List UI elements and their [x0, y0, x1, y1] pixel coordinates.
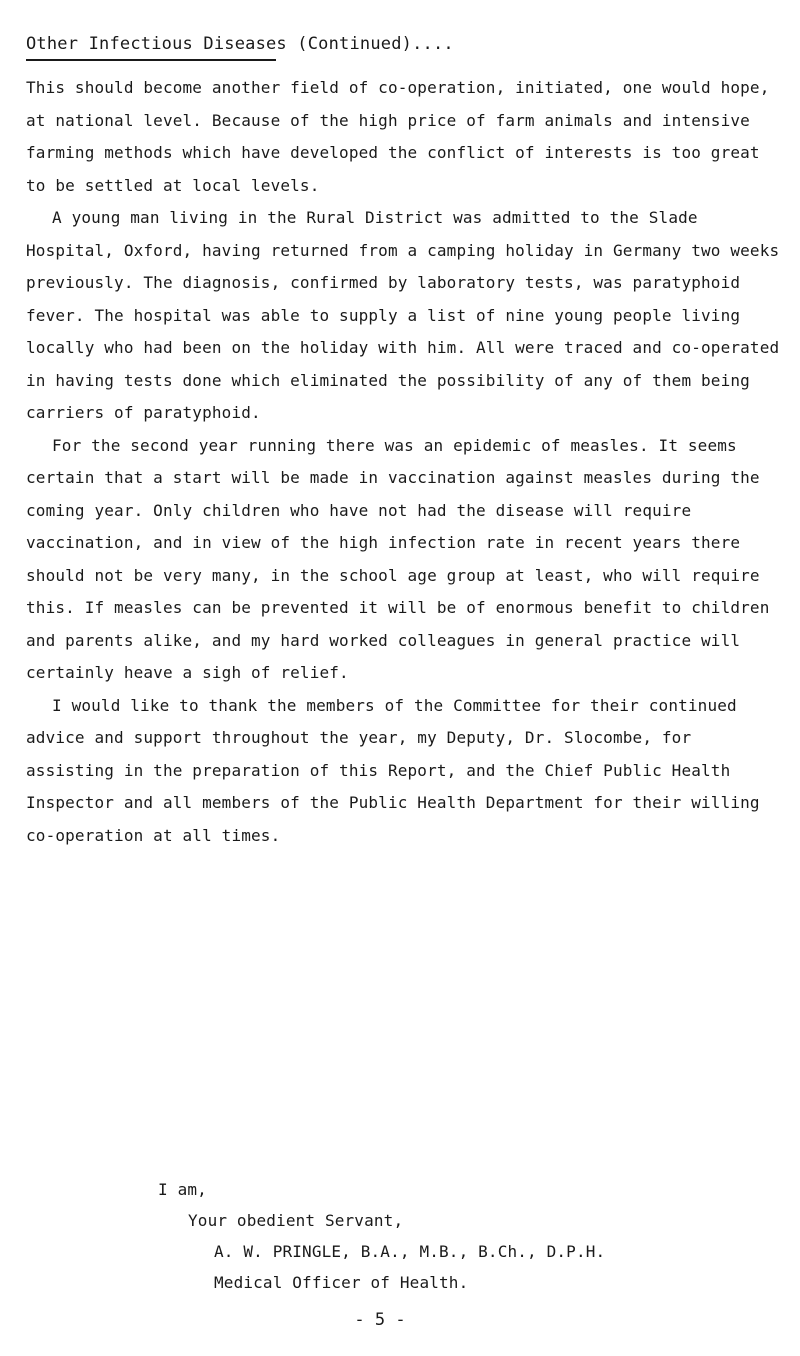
paragraph-cooperation: This should become another field of co-operation, initiated, one would hope, at national level. Because of the high price of farm animals and intensive farming methods which have developed the conflict of interests is too great to be settled at local levels. [26, 78, 770, 195]
paragraph-paratyphoid: A young man living in the Rural District was admitted to the Slade Hospital, Oxford, having returned from a camping holiday in Germany two weeks previously. The diagnosis, confirmed by laboratory tests, was paratyphoid fever. The hospital was able to supply a list of nine young people living locally who had been on the holiday with him. All were traced and co-operated in having tests done which eliminated the possibility of any of them being carriers of paratyphoid. [26, 208, 780, 422]
paragraph-acknowledgements: I would like to thank the members of the Committee for their continued advice and support throughout the year, my Deputy, Dr. Slocombe, for assisting in the preparation of this Report, and the Chief Public Health Inspector and all members of the Public Health Department for their willing co-operation at all times. [26, 695, 760, 845]
body-text [26, 72, 786, 852]
paragraph-measles: For the second year running there was an epidemic of measles. It seems certain that a start will be made in vaccination against measles during the coming year. Only children who have not had the disease will require vaccination, and in view of the high infection rate in recent years there should not be very many, in the school age group at least, who will require this. If measles can be prevented it will be of enormous benefit to children and parents alike, and my hard worked colleagues in general practice will certainly heave a sigh of relief. [26, 435, 770, 682]
closing-signatory: A. W. PRINGLE, B.A., M.B., B.Ch., D.P.H. [214, 1242, 606, 1261]
closing-salutation: I am, [158, 1180, 207, 1199]
heading-underline [26, 59, 276, 61]
closing-title: Medical Officer of Health. [214, 1273, 469, 1292]
page-number: - 5 - [354, 1310, 406, 1330]
letter-closing [158, 1174, 605, 1298]
section-heading: Other Infectious Diseases (Continued).... [26, 34, 454, 54]
closing-valediction: Your obedient Servant, [188, 1211, 404, 1230]
